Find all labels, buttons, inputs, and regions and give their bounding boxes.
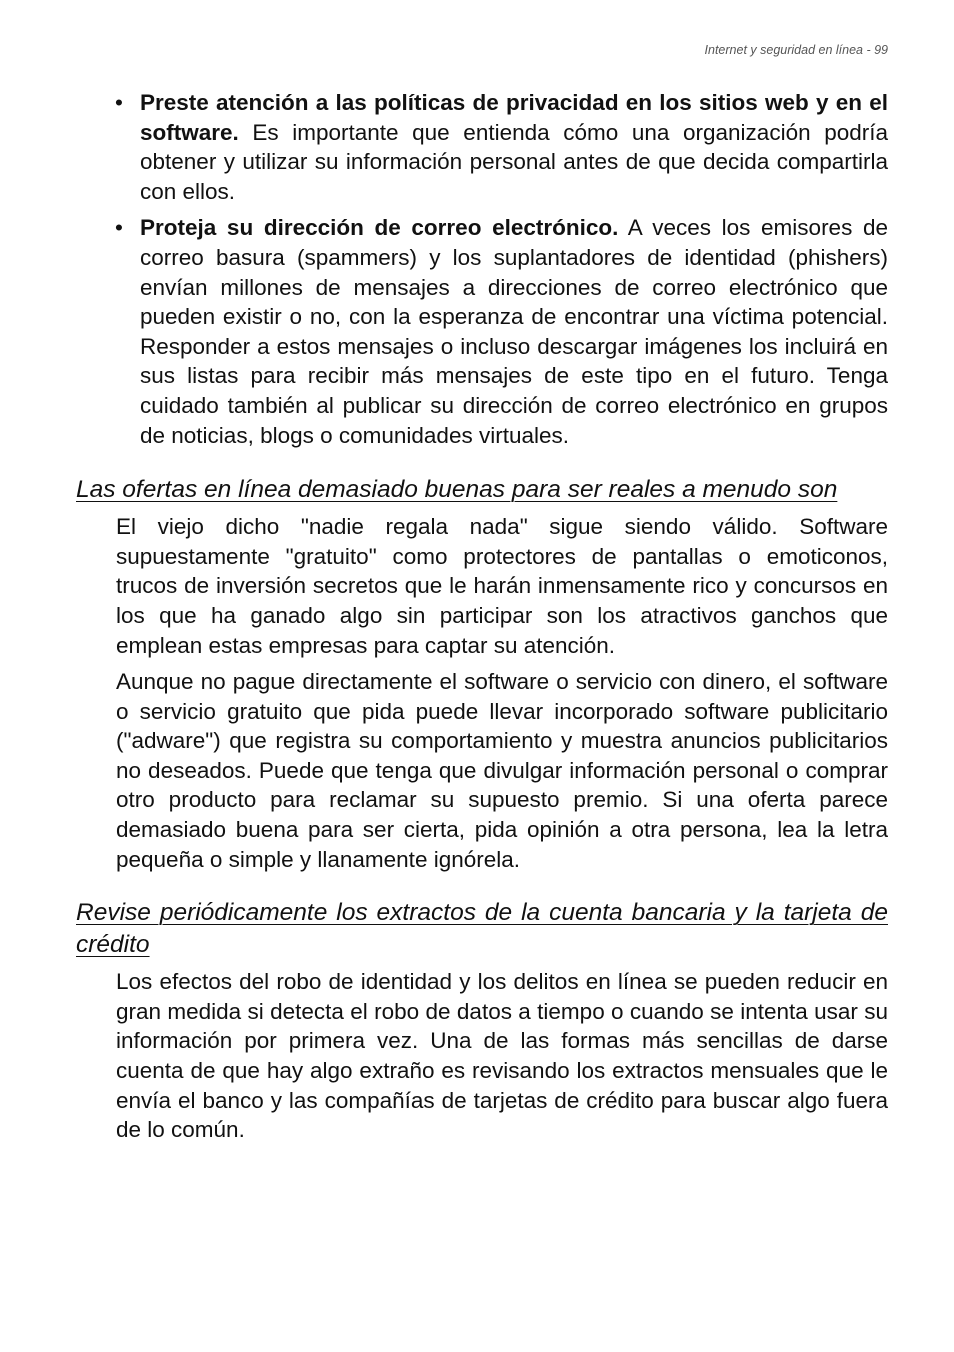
section-heading-offers: Las ofertas en línea demasiado buenas para ser reales a menudo son — [76, 476, 838, 504]
bullet-text-email: A veces los emisores de correo basura (spammers) y los suplantadores de identidad (phishers) envían millones de mensajes a direcciones de correo electrónico que pueden existir o no, con la esperanza de encontrar una víctima potencial. Responder a estos mensajes o incluso descargar imágenes los incluirá en sus listas para recibir más mensajes de este tipo en el futuro. Tenga cuidado también al publicar su dirección de correo electrónico en grupos de noticias, blogs o comunidades virtuales. — [140, 215, 888, 448]
bullet-lead-privacy: Preste atención a las políticas de privacidad en los sitios web y en el software. — [140, 90, 888, 145]
page-body — [76, 88, 888, 1152]
bullet-text-privacy: Es importante que entienda cómo una organización podría obtener y utilizar su información personal antes de que decida compartirla con ellos. — [140, 119, 888, 204]
paragraph-offers-2: Aunque no pague directamente el software o servicio con dinero, el software o servicio gratuito que pida puede llevar incorporado software publicitario ("adware") que registra su comportamiento y muestra anuncios publicitarios no deseados. Puede que tenga que divulgar información personal o comprar otro producto para reclamar su supuesto premio. Si una oferta parece demasiado buena para ser cierta, pida opinión a otra persona, lea la letra pequeña o simple y llanamente ignórela. — [116, 669, 888, 872]
running-header: Internet y seguridad en línea - 99 — [704, 43, 888, 57]
bullet-lead-email: Proteja su dirección de correo electrónico. — [140, 215, 619, 241]
list-item-protect-email — [140, 213, 888, 450]
list-item-privacy-policies — [140, 88, 888, 206]
paragraph-offers-1: El viejo dicho "nadie regala nada" sigue siendo válido. Software supuestamente "gratuito" como protectores de pantallas o emoticonos, trucos de inversión secretos que le harán inmensamente rico y concursos en los que ha ganado algo sin participar son los atractivos ganchos que emplean estas empresas para captar su atención. — [116, 514, 888, 658]
section-heading-statements: Revise periódicamente los extractos de la cuenta bancaria y la tarjeta de crédito — [76, 899, 888, 959]
tips-bullet-list — [76, 88, 888, 450]
paragraph-statements-1: Los efectos del robo de identidad y los delitos en línea se pueden reducir en gran medida si detecta el robo de datos a tiempo o cuando se intenta usar su información por primera vez. Una de las formas más sencillas de darse cuenta de que hay algo extraño es revisando los extractos mensuales que le envía el banco y las compañías de tarjetas de crédito para buscar algo fuera de lo común. — [116, 969, 888, 1143]
